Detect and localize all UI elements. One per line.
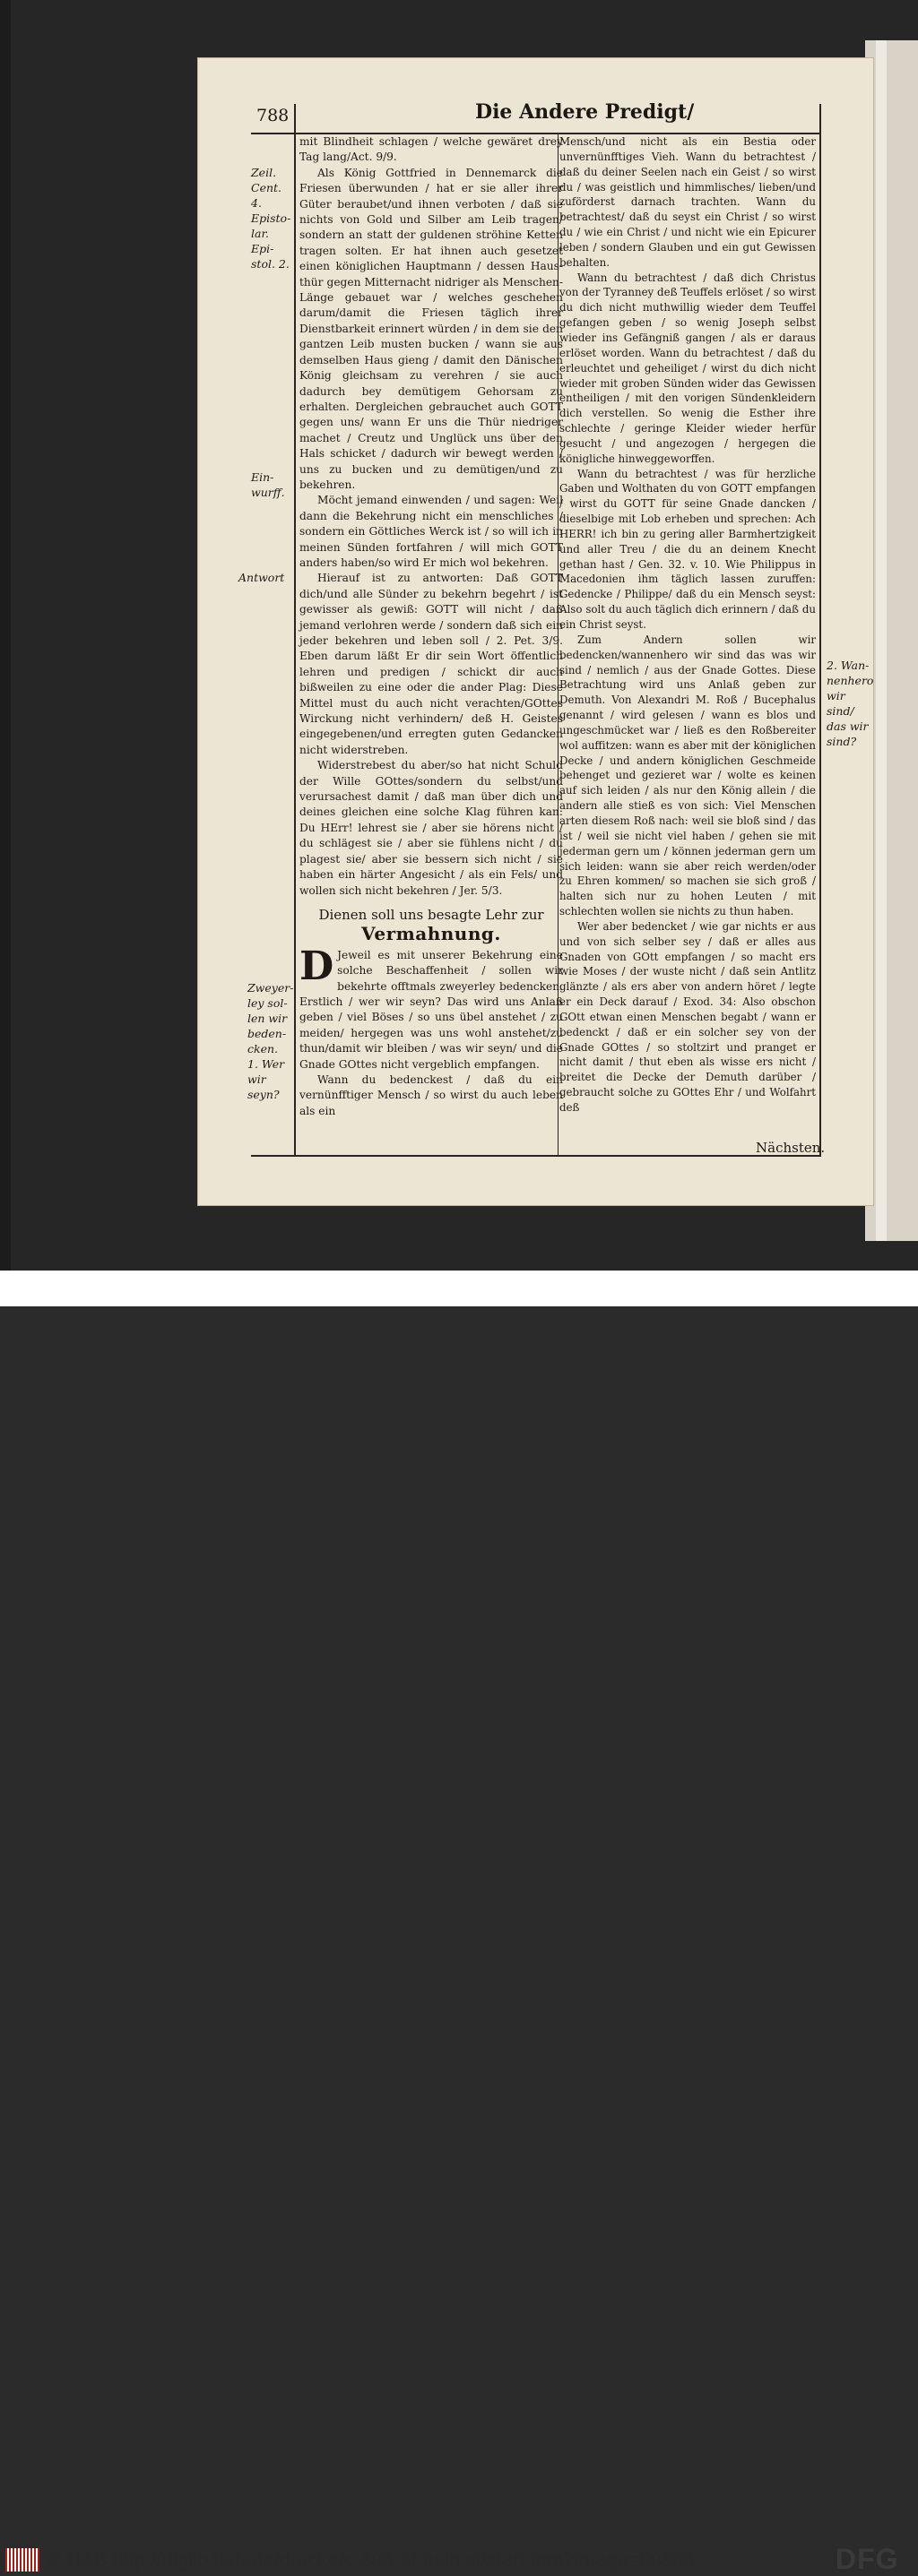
margin-note-antwort: Antwort	[238, 571, 285, 584]
paragraph: Als König Gottfried in Dennemarck die Friesen überwunden / hat er sie aller ihrer Güter beraubet/und ihnen verboten / daß sie nichts von Gold und Silber am Leib tragen/ sondern an statt der guldenen ströhine Ketten tragen solten. Er hat ihnen auch gesetzet einen königlichen Hauptmann / dessen Haus-thür gegen Mitternacht nidriger als Menschen-Länge gebauet war / welches geschehen darum/damit die Friesen täglich ihrer Dienstbarkeit erinnert würden / in dem sie den gantzen Leib musten bucken / wann sie aus demselben Haus gieng / damit den Dänischen König gleichsam zu verehren / sie auch dadurch bey demütigem Gehorsam zu erhalten. Dergleichen gebrauchet auch GOTT gegen uns/ wann Er uns die Thür niedriger machet / Creutz und Unglück uns über den Hals schicket / dadurch wir bewegt werden / uns zu bucken und zu demütigen/und zu bekehren.	[299, 166, 563, 491]
text-column-right	[559, 134, 816, 1116]
running-head: Die Andere Predigt/	[475, 100, 695, 124]
rule-right	[819, 104, 821, 1156]
margin-note-zeil: Zeil. Cent. 4. Episto- lar. Epi- stol. 2.	[251, 166, 291, 271]
margin-note-zweyerley: Zweyer- ley sol- len wir beden- cken. 1. Wer wir seyn?	[247, 981, 294, 1101]
margin-note-einwurff: Ein- wurff.	[251, 470, 285, 499]
source-link[interactable]: © HAB http://diglib.hab.de/drucke/c-303-2f-helmst/start.htm?image=00806	[47, 2548, 695, 2571]
section-subheading: Dienen soll uns besagte Lehr zur	[318, 906, 544, 923]
text-column-left	[299, 134, 563, 1119]
dfg-logo: DFG	[836, 2543, 899, 2575]
viewer-footer	[0, 1271, 918, 2575]
paragraph: Wann du betrachtest / daß dich Christus von der Tyranney deß Teuffels erlöset / so wirst du dich nicht muthwillig wieder dem Teuffel gefangen geben / so wenig Joseph selbst wieder ins Gefängniß gangen / als er daraus erlöset worden. Wann du betrachtest / daß du erleuchtet und geheiliget / wirst du dich nicht wieder mit groben Sünden wider das Gewissen entheiligen / mit den vorigen Sündenkleidern dich verstellen. So wenig die Esther ihre schlechte / geringe Kleider wieder herfür gesucht / und angezogen / hergegen die königliche hinweggeworffen.	[559, 271, 816, 465]
scan-background	[0, 0, 918, 1271]
paragraph: Wann du betrachtest / was für herzliche Gaben und Wolthaten du von GOTT empfangen / wirst du GOTT für seine Gnade dancken / dieselbige mit Lob erheben und sprechen: Ach HERR! ich bin zu gering aller Barmhertzigkeit und aller Treu / die du an deinem Knecht gethan hast / Gen. 32. v. 10. Wie Philippus in Macedonien ihm täglich lassen zuruffen: Gedencke / Philippe/ daß du ein Mensch seyst: Also solt du auch täglich dich erinnern / daß du ein Christ seyst.	[559, 467, 816, 631]
adjacent-page-strip	[876, 40, 887, 1241]
drop-capital: D	[299, 943, 334, 989]
margin-note-wannenhero: 2. Wan- nenhero wir sind/ das wir sind?	[827, 659, 874, 748]
paragraph: Wann du bedenckest / daß du ein vernünfftiger Mensch / so wirst du auch leben als ein	[299, 1073, 563, 1117]
paragraph: Mensch/und nicht als ein Bestia oder unvernünfftiges Vieh. Wann du betrachtest / daß du deiner Seelen nach ein Geist / so wirst du / was geistlich und himmlisches/ lieben/und zuförderst darnach trachten. Wann du betrachtest/ daß du seyst ein Christ / so wirst du / wie ein Christ / und nicht wie ein Epicurer leben / sondern Glauben und ein gut Gewissen behalten.	[559, 135, 816, 269]
paragraph: Zum Andern sollen wir bedencken/wannenhero wir sind das was wir sind / nemlich / aus der Gnade Gottes. Diese Betrachtung wird uns Anlaß geben zur Demuth. Von Alexandri M. Roß / Bucephalus genannt / wird gelesen / wann es blos und ungeschmücket war / ließ es den Roßbereiter wol auffitzen: wann es aber mit der königlichen Decke / und andern königlichen Geschmeide behenget und gezieret war / wolte es keinen auf sich leiden / als nur den König allein / die andern alle stieß es von sich: Viel Menschen arten diesem Roß nach: weil sie bloß sind / das ist / weil sie nicht viel haben / gehen sie mit jederman gern um / können jederman gern um sich leiden: wann sie aber reich werden/oder zu Ehren kommen/ so machen sie sich groß / halten sich nur zu hohen Leuten / mit schlechten wollen sie nichts zu thun haben.	[559, 633, 816, 918]
paragraph: Widerstrebest du aber/so hat nicht Schuld der Wille GOttes/sondern du selbst/und verursachest damit / daß man über dich und deines gleichen eine solche Klag führen kan: Du HErr! lehrest sie / aber sie hörens nicht / du schlägest sie / aber sie fühlens nicht / du plagest sie/ aber sie bessern sich nicht / sie haben ein härter Angesicht / als ein Fels/ und wollen sich nicht bekehren / Jer. 5/3.	[299, 759, 563, 897]
paragraph: Jeweil es mit unserer Bekehrung eine solche Beschaffenheit / sollen wir bekehrte offtmals zweyerley bedencken. Erstlich / wer wir seyn? Das wird uns Anlaß geben / viel Böses / so uns übel anstehet / zu meiden/ hergegen was uns wohl anstehet/zu thun/damit wir bleiben / was wir seyn/ und die Gnade GOttes nicht vergeblich empfangen.	[299, 948, 563, 1071]
rule-bottom	[251, 1155, 821, 1157]
rule-left	[294, 104, 296, 1156]
paragraph: Möcht jemand einwenden / und sagen: Weil dann die Bekehrung nicht ein menschliches / sondern ein Göttliches Werck ist / so will ich in meinen Sünden fortfahren / will mich GOTT anders haben/so wird Er mich wol bekehren.	[299, 494, 563, 569]
page-number: 788	[256, 106, 290, 125]
book-page	[197, 57, 874, 1206]
barcode-icon	[5, 2548, 39, 2572]
catchword: Nächsten.	[756, 1140, 826, 1156]
book-spine	[0, 0, 11, 1271]
section-heading: Vermahnung.	[361, 923, 501, 945]
paragraph: mit Blindheit schlagen / welche gewäret drey Tag lang/Act. 9/9.	[299, 135, 563, 164]
paragraph: Wer aber bedencket / wie gar nichts er aus und von sich selber sey / daß er alles aus Gnaden von GOtt empfangen / so macht ers wie Moses / der wuste nicht / daß sein Antlitz glänzte / als ers aber von andern höret / legte er ein Deck darauf / Exod. 34: Also obschon GOtt etwan einen Menschen begabt / wann er bedenckt / daß er ein solcher sey von der Gnade GOttes / so stoltzirt und pranget er nicht damit / thut eben als wisse ers nicht / breitet die Decke der Demuth darüber / gebraucht solche zu GOttes Ehr / und Wolfahrt deß	[559, 919, 816, 1114]
paragraph: Hierauf ist zu antworten: Daß GOTT dich/und alle Sünder zu bekehrn begehrt / ist gewisser als gewiß: GOTT will nicht / daß jemand verlohren werde / sondern daß sich ein jeder bekehren und leben soll / 2. Pet. 3/9. Eben darum läßt Er dir sein Wort öffentlich lehren und predigen / schickt dir auch bißweilen zu eine oder die ander Plag: Diese Mittel must du auch nicht verachten/GOttes Wirckung nicht verhindern/ deß H. Geistes eingegebenen/und erregten guten Gedancken nicht widerstreben.	[299, 572, 563, 756]
